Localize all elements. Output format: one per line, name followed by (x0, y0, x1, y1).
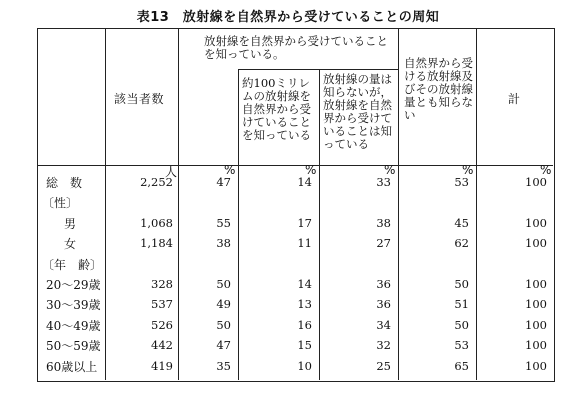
unit-persons: 人 (165, 165, 178, 179)
table-cell-p2: 16 (297, 317, 312, 332)
table-cell-p4: 53 (454, 175, 469, 189)
unit-percent: % (384, 163, 396, 177)
row-label: 40～49歳 (46, 318, 101, 333)
table-cell-p3: 27 (376, 236, 391, 251)
table-cell-p1: 47 (216, 175, 231, 189)
table-cell-p3: 32 (376, 338, 391, 353)
row-label: 〔年 齢〕 (42, 257, 103, 272)
header-count: 該当者数 (114, 92, 165, 106)
header-group: 放射線を自然界から受けていることを知っている。 (204, 34, 388, 61)
table-cell-total: 100 (525, 358, 547, 373)
table-cell-n: 2,252 (140, 175, 173, 189)
header-bottom-line (38, 165, 553, 166)
table-cell-p3: 34 (376, 317, 391, 332)
table-cell-n: 537 (151, 297, 173, 312)
group-underline (238, 69, 398, 70)
row-label: 男 (64, 216, 77, 231)
table-cell-n: 1,184 (140, 236, 173, 251)
table-cell-p2: 11 (297, 236, 312, 251)
row-label: 〔性〕 (42, 196, 79, 211)
unit-percent: % (540, 163, 552, 177)
table-cell-p1: 47 (216, 338, 231, 353)
unit-percent: % (462, 163, 474, 177)
col-divider (238, 69, 239, 380)
table-cell-n: 1,068 (140, 215, 173, 230)
header-col-a: 約100ミリレムの放射線を自然界から受けていることを知っている (242, 76, 311, 142)
table-cell-total: 100 (525, 277, 547, 291)
row-label: 女 (64, 237, 77, 252)
table-cell-n: 526 (151, 317, 173, 332)
table-cell-p1: 49 (216, 297, 231, 312)
table-cell-p1: 50 (216, 277, 231, 291)
table-cell-p4: 65 (454, 358, 469, 373)
header-total: 計 (508, 92, 521, 106)
table-cell-p3: 36 (376, 277, 391, 291)
table-cell-p4: 45 (454, 215, 469, 230)
col-divider (476, 29, 477, 380)
table-cell-p1: 55 (216, 215, 231, 230)
table-cell-p1: 38 (216, 236, 231, 251)
table-cell-p1: 50 (216, 317, 231, 332)
header-col-c: 自然界から受ける放射線及びその放射線量とも知らない (404, 56, 473, 122)
table-cell-p4: 53 (454, 338, 469, 353)
table-cell-total: 100 (525, 297, 547, 312)
table-cell-n: 328 (151, 277, 173, 291)
col-divider (105, 29, 106, 380)
table-cell-total: 100 (525, 215, 547, 230)
table-cell-p2: 14 (297, 277, 312, 291)
row-label: 50～59歳 (46, 339, 101, 354)
table-cell-total: 100 (525, 236, 547, 251)
table-cell-total: 100 (525, 317, 547, 332)
table-cell-p2: 15 (297, 338, 312, 353)
table-cell-total: 100 (525, 338, 547, 353)
row-label: 30～39歳 (46, 298, 101, 313)
table-cell-p3: 25 (376, 358, 391, 373)
table-cell-p4: 50 (454, 317, 469, 332)
table-cell-p2: 13 (297, 297, 312, 312)
table-frame (37, 28, 555, 382)
table-cell-p2: 10 (297, 358, 312, 373)
table-cell-n: 419 (151, 358, 173, 373)
row-label: 20～29歳 (46, 278, 101, 292)
unit-percent: % (305, 163, 317, 177)
table-title: 表13 放射線を自然界から受けていることの周知 (136, 10, 440, 25)
table-cell-total: 100 (525, 175, 547, 189)
table-cell-n: 442 (151, 338, 173, 353)
row-label: 総 数 (46, 176, 83, 190)
table-cell-p1: 35 (216, 358, 231, 373)
unit-percent: % (224, 163, 236, 177)
table-cell-p3: 36 (376, 297, 391, 312)
table-cell-p4: 51 (454, 297, 469, 312)
table-cell-p2: 14 (297, 175, 312, 189)
table-cell-p3: 33 (376, 175, 391, 189)
col-divider (319, 69, 320, 380)
table-cell-p3: 38 (376, 215, 391, 230)
table-cell-p4: 50 (454, 277, 469, 291)
col-divider (398, 29, 399, 380)
table-cell-p4: 62 (454, 236, 469, 251)
header-col-b: 放射線の量は知らないが，放射線を自然界から受けていることは知っている (323, 72, 392, 151)
table-cell-p2: 17 (297, 215, 312, 230)
row-label: 60歳以上 (46, 359, 98, 374)
